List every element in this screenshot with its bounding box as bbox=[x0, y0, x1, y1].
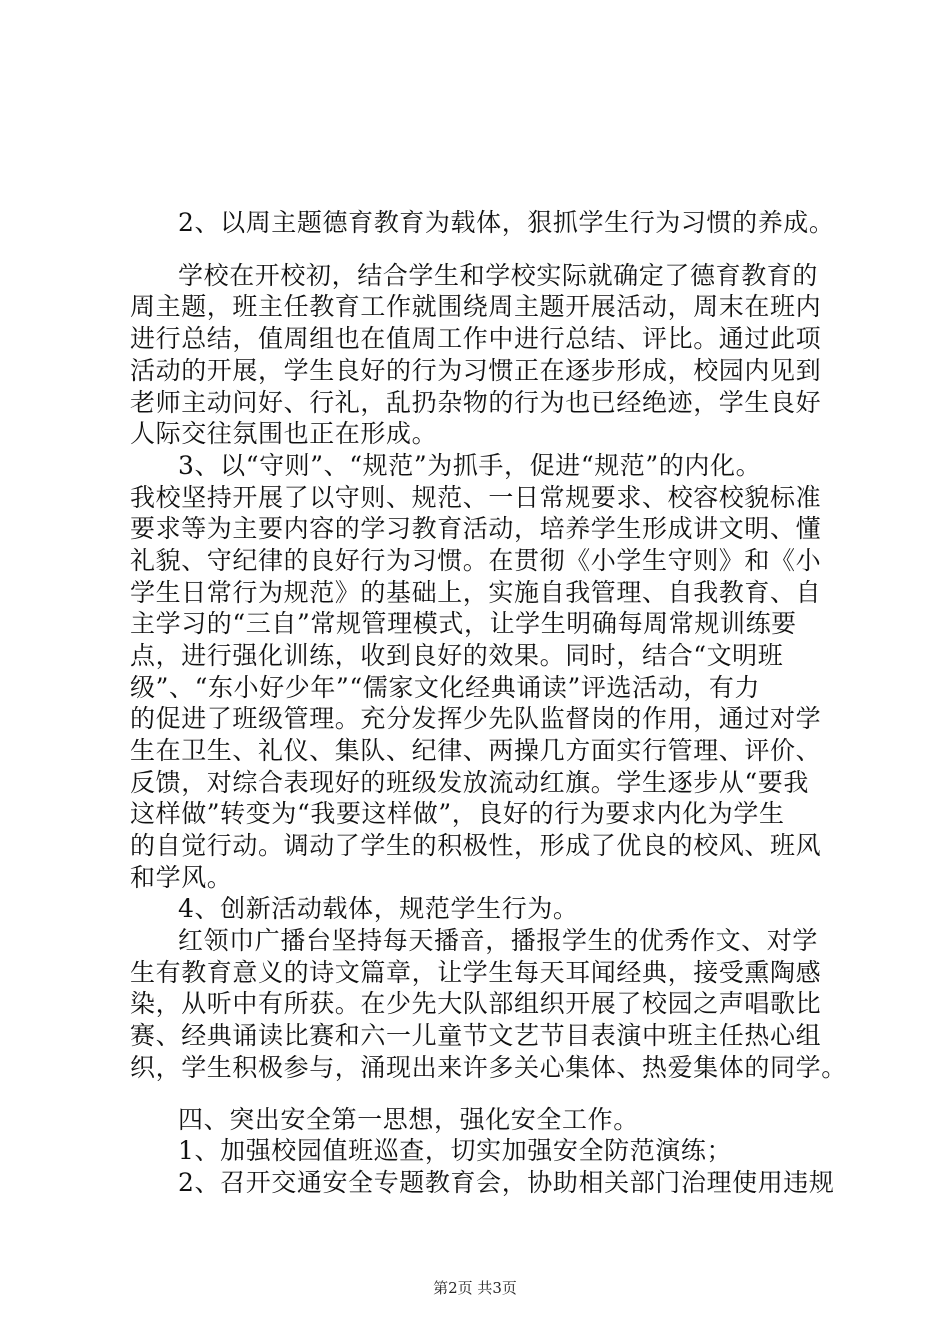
paragraph-line: 学校在开校初，结合学生和学校实际就确定了德育教育的 bbox=[178, 261, 819, 290]
paragraph-line: 红领巾广播台坚持每天播音，播报学生的优秀作文、对学 bbox=[178, 926, 819, 955]
paragraph-line: 织，学生积极参与，涌现出来许多关心集体、热爱集体的同学。 bbox=[130, 1053, 847, 1082]
paragraph-line: 礼貌、守纪律的良好行为习惯。在贯彻《小学生守则》和《小 bbox=[130, 546, 822, 575]
paragraph-line: 要求等为主要内容的学习教育活动，培养学生形成讲文明、懂 bbox=[130, 514, 822, 543]
paragraph-line: 周主题，班主任教育工作就围绕周主题开展活动，周末在班内 bbox=[130, 292, 822, 321]
paragraph-line: 的促进了班级管理。充分发挥少先队监督岗的作用，通过对学 bbox=[130, 704, 822, 733]
paragraph-line: 生有教育意义的诗文篇章，让学生每天耳闻经典，接受熏陶感 bbox=[130, 958, 822, 987]
paragraph-line: 点，进行强化训练，收到良好的效果。同时，结合“文明班 bbox=[130, 641, 784, 670]
paragraph-line: 染，从听中有所获。在少先大队部组织开展了校园之声唱歌比 bbox=[130, 989, 822, 1018]
paragraph-line: 赛、经典诵读比赛和六一儿童节文艺节目表演中班主任热心组 bbox=[130, 1021, 822, 1050]
paragraph-line: 主学习的“三自”常规管理模式，让学生明确每周常规训练要 bbox=[130, 609, 797, 638]
paragraph-line: 活动的开展，学生良好的行为习惯正在逐步形成，校园内见到 bbox=[130, 356, 822, 385]
list-item: 1、加强校园值班巡查，切实加强安全防范演练； bbox=[178, 1136, 733, 1165]
page-number-footer: 第2页 共3页 bbox=[433, 1279, 517, 1297]
paragraph-line: 我校坚持开展了以守则、规范、一日常规要求、校容校貌标准 bbox=[130, 483, 822, 512]
list-item: 2、召开交通安全专题教育会，协助相关部门治理使用违规 bbox=[178, 1168, 835, 1197]
paragraph-line: 进行总结，值周组也在值周工作中进行总结、评比。通过此项 bbox=[130, 324, 822, 353]
heading-4: 4、创新活动载体，规范学生行为。 bbox=[178, 894, 579, 923]
paragraph-line: 生在卫生、礼仪、集队、纪律、两操几方面实行管理、评价、 bbox=[130, 736, 822, 765]
paragraph-line: 级”、“东小好少年”“儒家文化经典诵读”评选活动，有力 bbox=[130, 673, 761, 702]
paragraph-line: 的自觉行动。调动了学生的积极性，形成了优良的校风、班风 bbox=[130, 831, 822, 860]
heading-2: 2、以周主题德育教育为载体，狠抓学生行为习惯的养成。 bbox=[178, 208, 835, 237]
paragraph-line: 反馈，对综合表现好的班级发放流动红旗。学生逐步从“要我 bbox=[130, 768, 809, 797]
paragraph-line: 学生日常行为规范》的基础上，实施自我管理、自我教育、自 bbox=[130, 578, 822, 607]
heading-3: 3、以“守则”、“规范”为抓手，促进“规范”的内化。 bbox=[178, 451, 762, 480]
paragraph-line: 这样做”转变为“我要这样做”，良好的行为要求内化为学生 bbox=[130, 799, 785, 828]
section-heading: 四、突出安全第一思想，强化安全工作。 bbox=[178, 1105, 639, 1134]
paragraph-line: 老师主动问好、行礼，乱扔杂物的行为也已经绝迹，学生良好 bbox=[130, 388, 822, 417]
paragraph-line: 人际交往氛围也正在形成。 bbox=[130, 419, 438, 448]
paragraph-line: 和学风。 bbox=[130, 863, 233, 892]
